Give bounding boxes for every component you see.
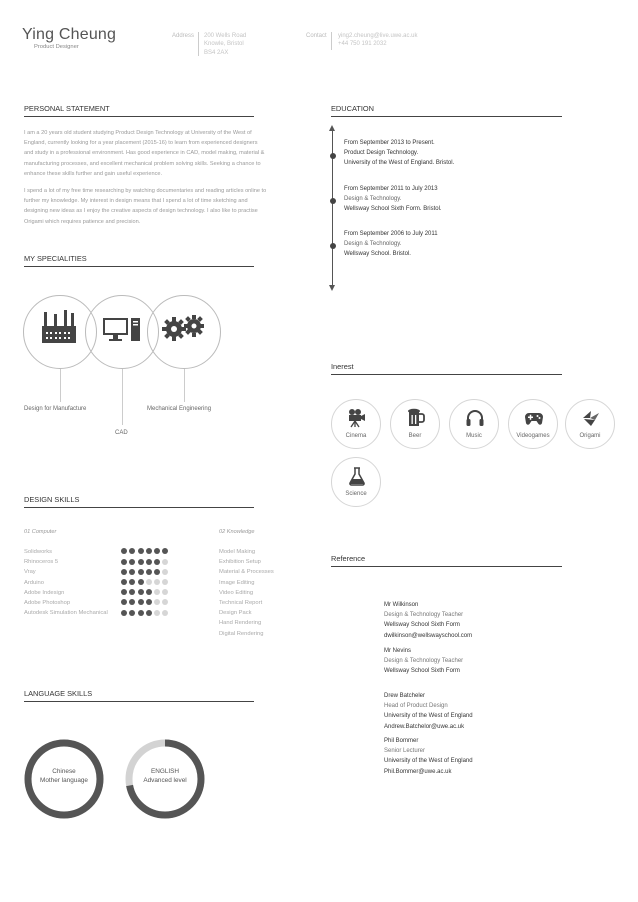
reference-person [384, 691, 473, 732]
rating-dot-empty [162, 599, 168, 605]
speciality-connector [60, 369, 61, 402]
reference-org: Wellsway School Sixth Form [384, 668, 460, 675]
rating-dot-empty [162, 579, 168, 585]
rating-dot-filled [129, 569, 135, 575]
interest-title: Inerest [331, 362, 354, 371]
computer-icon [103, 318, 141, 342]
personal-statement-paragraph-1 [24, 128, 314, 179]
contact-label: Contact [306, 33, 327, 39]
rating-dot-filled [146, 569, 152, 575]
rating-dot-empty [154, 579, 160, 585]
reference-role: Design & Technology Teacher [384, 658, 464, 665]
reference-name: Phil Bommer [384, 738, 419, 744]
knowledge-skill-item: Video Editing [219, 589, 254, 596]
text-line: Origami which requires patience and precision. [24, 218, 141, 225]
interest-science [331, 457, 381, 507]
rating-dot-empty [146, 579, 152, 585]
reference-email[interactable]: Andrew.Batchelor@uwe.ac.uk [384, 723, 465, 730]
text-line: England, currently looking for a year placement (2015-16) to learn from experienced designers [24, 140, 258, 147]
computer-skill-row [24, 578, 204, 588]
language-english-text [125, 768, 205, 785]
rating-dot-empty [162, 559, 168, 565]
address-block [204, 32, 246, 57]
reference-title: Reference [331, 554, 366, 563]
personal-statement-title: PERSONAL STATEMENT [24, 104, 110, 113]
rating-dot-filled [138, 559, 144, 565]
computer-skill-row [24, 567, 204, 577]
education-item [344, 229, 438, 260]
interest-label: Videogames [516, 433, 550, 439]
education-date: From September 2011 to July 2013 [344, 186, 438, 192]
rating-dot-empty [154, 599, 160, 605]
contact-divider [331, 32, 332, 50]
reference-rule [331, 566, 562, 567]
education-school: Wellsway School Sixth Form. Bristol. [344, 206, 442, 213]
education-course: Design & Technology. [344, 196, 402, 203]
reference-role: Head of Product Design [384, 703, 448, 710]
knowledge-skill-item: Model Making [219, 549, 256, 555]
education-item [344, 138, 454, 169]
timeline-dot [330, 243, 336, 249]
reference-org: University of the West of England [384, 758, 473, 765]
education-school: University of the West of England. Bristol. [344, 160, 455, 167]
rating-dot-filled [146, 548, 152, 554]
rating-dot-filled [146, 559, 152, 565]
rating-dot-filled [154, 548, 160, 554]
computer-skill-row [24, 598, 204, 608]
factory-icon [40, 310, 78, 344]
address-divider [198, 32, 199, 56]
education-date: From September 2013 to Present. [344, 140, 435, 146]
skill-rating [121, 557, 171, 567]
language-level: Mother language [40, 776, 88, 784]
gamepad-icon [524, 408, 544, 428]
language-chinese-text [24, 768, 104, 785]
design-skills-title: DESIGN SKILLS [24, 495, 80, 504]
education-date: From September 2006 to July 2011 [344, 231, 438, 237]
reference-role: Senior Lecturer [384, 748, 426, 755]
rating-dot-filled [154, 559, 160, 565]
reference-org: University of the West of England [384, 713, 473, 720]
rating-dot-filled [121, 610, 127, 616]
knowledge-skill-item: Hand Rendering [219, 620, 262, 627]
computer-skill-row [24, 547, 204, 557]
skill-name: Adobe Photoshop [24, 599, 71, 606]
specialities-title: MY SPECIALITIES [24, 254, 87, 263]
interest-beer [390, 399, 440, 449]
origami-bird-icon [581, 408, 601, 428]
timeline-arrow-up-icon [329, 125, 335, 131]
education-school: Wellsway School. Bristol. [344, 251, 411, 258]
rating-dot-empty [154, 589, 160, 595]
specialities-rule [24, 266, 254, 267]
rating-dot-empty [154, 610, 160, 616]
skill-name: Autodesk Simulation Mechanical [24, 610, 108, 617]
skill-rating [121, 567, 171, 577]
interest-label: Music [466, 433, 482, 439]
contact-phone: +44 750 191 2032 [338, 41, 387, 48]
personal-statement-rule [24, 116, 254, 117]
computer-skill-row [24, 557, 204, 567]
rating-dot-filled [146, 589, 152, 595]
gears-icon [162, 314, 206, 342]
skill-rating [121, 578, 171, 588]
contact-email[interactable]: ying2.cheung@live.uwe.ac.uk [338, 33, 418, 39]
interest-origami [565, 399, 615, 449]
computer-skill-row [24, 588, 204, 598]
language-skills-rule [24, 701, 254, 702]
rating-dot-filled [121, 569, 127, 575]
text-line: I am a 20 years old student studying Product Design Technology at University of the West of [24, 130, 252, 136]
education-course: Design & Technology. [344, 241, 402, 248]
knowledge-skill-item: Digital Rendering [219, 630, 264, 637]
reference-person [384, 646, 463, 677]
education-rule [331, 116, 562, 117]
rating-dot-filled [129, 559, 135, 565]
education-course: Product Design Technology. [344, 150, 419, 157]
rating-dot-filled [138, 599, 144, 605]
rating-dot-filled [129, 589, 135, 595]
reference-role: Design & Technology Teacher [384, 612, 464, 619]
rating-dot-filled [154, 569, 160, 575]
skill-name: Rhinoceros 5 [24, 559, 59, 566]
resume-name: Ying Cheung [22, 26, 117, 43]
timeline-arrow-down-icon [329, 285, 335, 291]
skill-rating [121, 588, 171, 598]
rating-dot-filled [138, 610, 144, 616]
language-level: Advanced level [143, 776, 187, 784]
personal-statement-paragraph-2 [24, 186, 314, 227]
knowledge-skill-item: Image Editing [219, 579, 255, 586]
text-line: I spend a lot of my free time researching by watching documentaries and reading articles online to [24, 188, 267, 194]
interest-label: Science [345, 491, 367, 497]
text-line: manufacturing processes, and excellent mechanical problem solving skills. Seeking a chance to [24, 160, 261, 167]
reference-name: Mr Wilkinson [384, 602, 419, 608]
rating-dot-filled [129, 579, 135, 585]
interest-label: Cinema [345, 433, 367, 439]
knowledge-skills-list [219, 547, 319, 639]
speciality-connector [184, 369, 185, 402]
rating-dot-filled [121, 548, 127, 554]
knowledge-skill-item: Technical Report [219, 600, 263, 607]
skill-name: Arduino [24, 579, 44, 586]
speciality-label-manufacture: Design for Manufacture [24, 406, 87, 412]
timeline-dot [330, 198, 336, 204]
beer-icon [406, 408, 426, 428]
interest-label: Beer [408, 433, 422, 439]
rating-dot-empty [162, 610, 168, 616]
design-skills-rule [24, 507, 254, 508]
reference-name: Drew Batcheler [384, 693, 426, 699]
address-line: 200 Wells Road [204, 33, 247, 39]
text-line: and study in a professional environment. Has good experience in CAD, model making, material & [24, 150, 265, 157]
headphones-icon [465, 408, 485, 428]
reference-name: Mr Nevins [384, 648, 412, 654]
camera-icon [347, 408, 367, 428]
resume-role: Product Designer [34, 44, 79, 50]
rating-dot-empty [162, 569, 168, 575]
computer-skill-row [24, 608, 204, 618]
text-line: designing new ideas as I enjoy the creative aspects of design technology. I also like to practise [24, 208, 258, 215]
reference-person [384, 600, 472, 641]
knowledge-skill-item: Design Pack [219, 610, 252, 617]
interest-label: Origami [579, 433, 601, 439]
language-name: ENGLISH [150, 768, 180, 775]
rating-dot-filled [138, 579, 144, 585]
interest-cinema [331, 399, 381, 449]
speciality-connector [122, 369, 123, 425]
language-name: Chinese [52, 768, 76, 775]
rating-dot-filled [138, 569, 144, 575]
skill-name: Vray [24, 569, 36, 576]
reference-org: Wellsway School Sixth Form [384, 622, 460, 629]
rating-dot-filled [146, 599, 152, 605]
flask-icon [347, 466, 367, 486]
rating-dot-filled [138, 589, 144, 595]
skill-name: Adobe Indesign [24, 589, 65, 596]
rating-dot-filled [121, 599, 127, 605]
education-item [344, 184, 442, 215]
computer-skills-list [24, 547, 204, 618]
knowledge-skill-item: Exhibition Setup [219, 559, 261, 566]
skill-rating [121, 608, 171, 618]
computer-skills-heading: 01 Computer [24, 529, 57, 535]
rating-dot-filled [129, 610, 135, 616]
skill-rating [121, 598, 171, 608]
text-line: enhance these skills further and gain useful experience. [24, 170, 163, 177]
knowledge-skill-item: Material & Processes [219, 569, 274, 576]
reference-email[interactable]: Phil.Bommer@uwe.ac.uk [384, 768, 452, 775]
rating-dot-filled [121, 559, 127, 565]
rating-dot-empty [162, 589, 168, 595]
text-line: further my knowledge. My interest in design means that I spend a lot of time sketching and [24, 198, 248, 205]
contact-block [338, 32, 417, 49]
timeline-dot [330, 153, 336, 159]
skill-rating [121, 547, 171, 557]
rating-dot-filled [162, 548, 168, 554]
skill-name: Solidworks [24, 549, 53, 555]
address-line: BS4 2AX [204, 49, 229, 56]
speciality-label-cad: CAD [115, 430, 128, 436]
rating-dot-filled [121, 579, 127, 585]
language-skills-title: LANGUAGE SKILLS [24, 689, 93, 698]
reference-email[interactable]: dwilkinson@wellswayschool.com [384, 632, 473, 639]
rating-dot-filled [146, 610, 152, 616]
rating-dot-filled [129, 599, 135, 605]
address-line: Knowle, Bristol [204, 41, 244, 48]
rating-dot-filled [121, 589, 127, 595]
interest-rule [331, 374, 562, 375]
knowledge-skills-heading: 02 Knowledge [219, 529, 255, 535]
interest-music [449, 399, 499, 449]
education-title: EDUCATION [331, 104, 374, 113]
rating-dot-filled [138, 548, 144, 554]
speciality-label-mechanical: Mechanical Engineering [147, 406, 212, 412]
address-label: Address [172, 33, 195, 39]
rating-dot-filled [129, 548, 135, 554]
interest-videogames [508, 399, 558, 449]
reference-person [384, 736, 473, 777]
